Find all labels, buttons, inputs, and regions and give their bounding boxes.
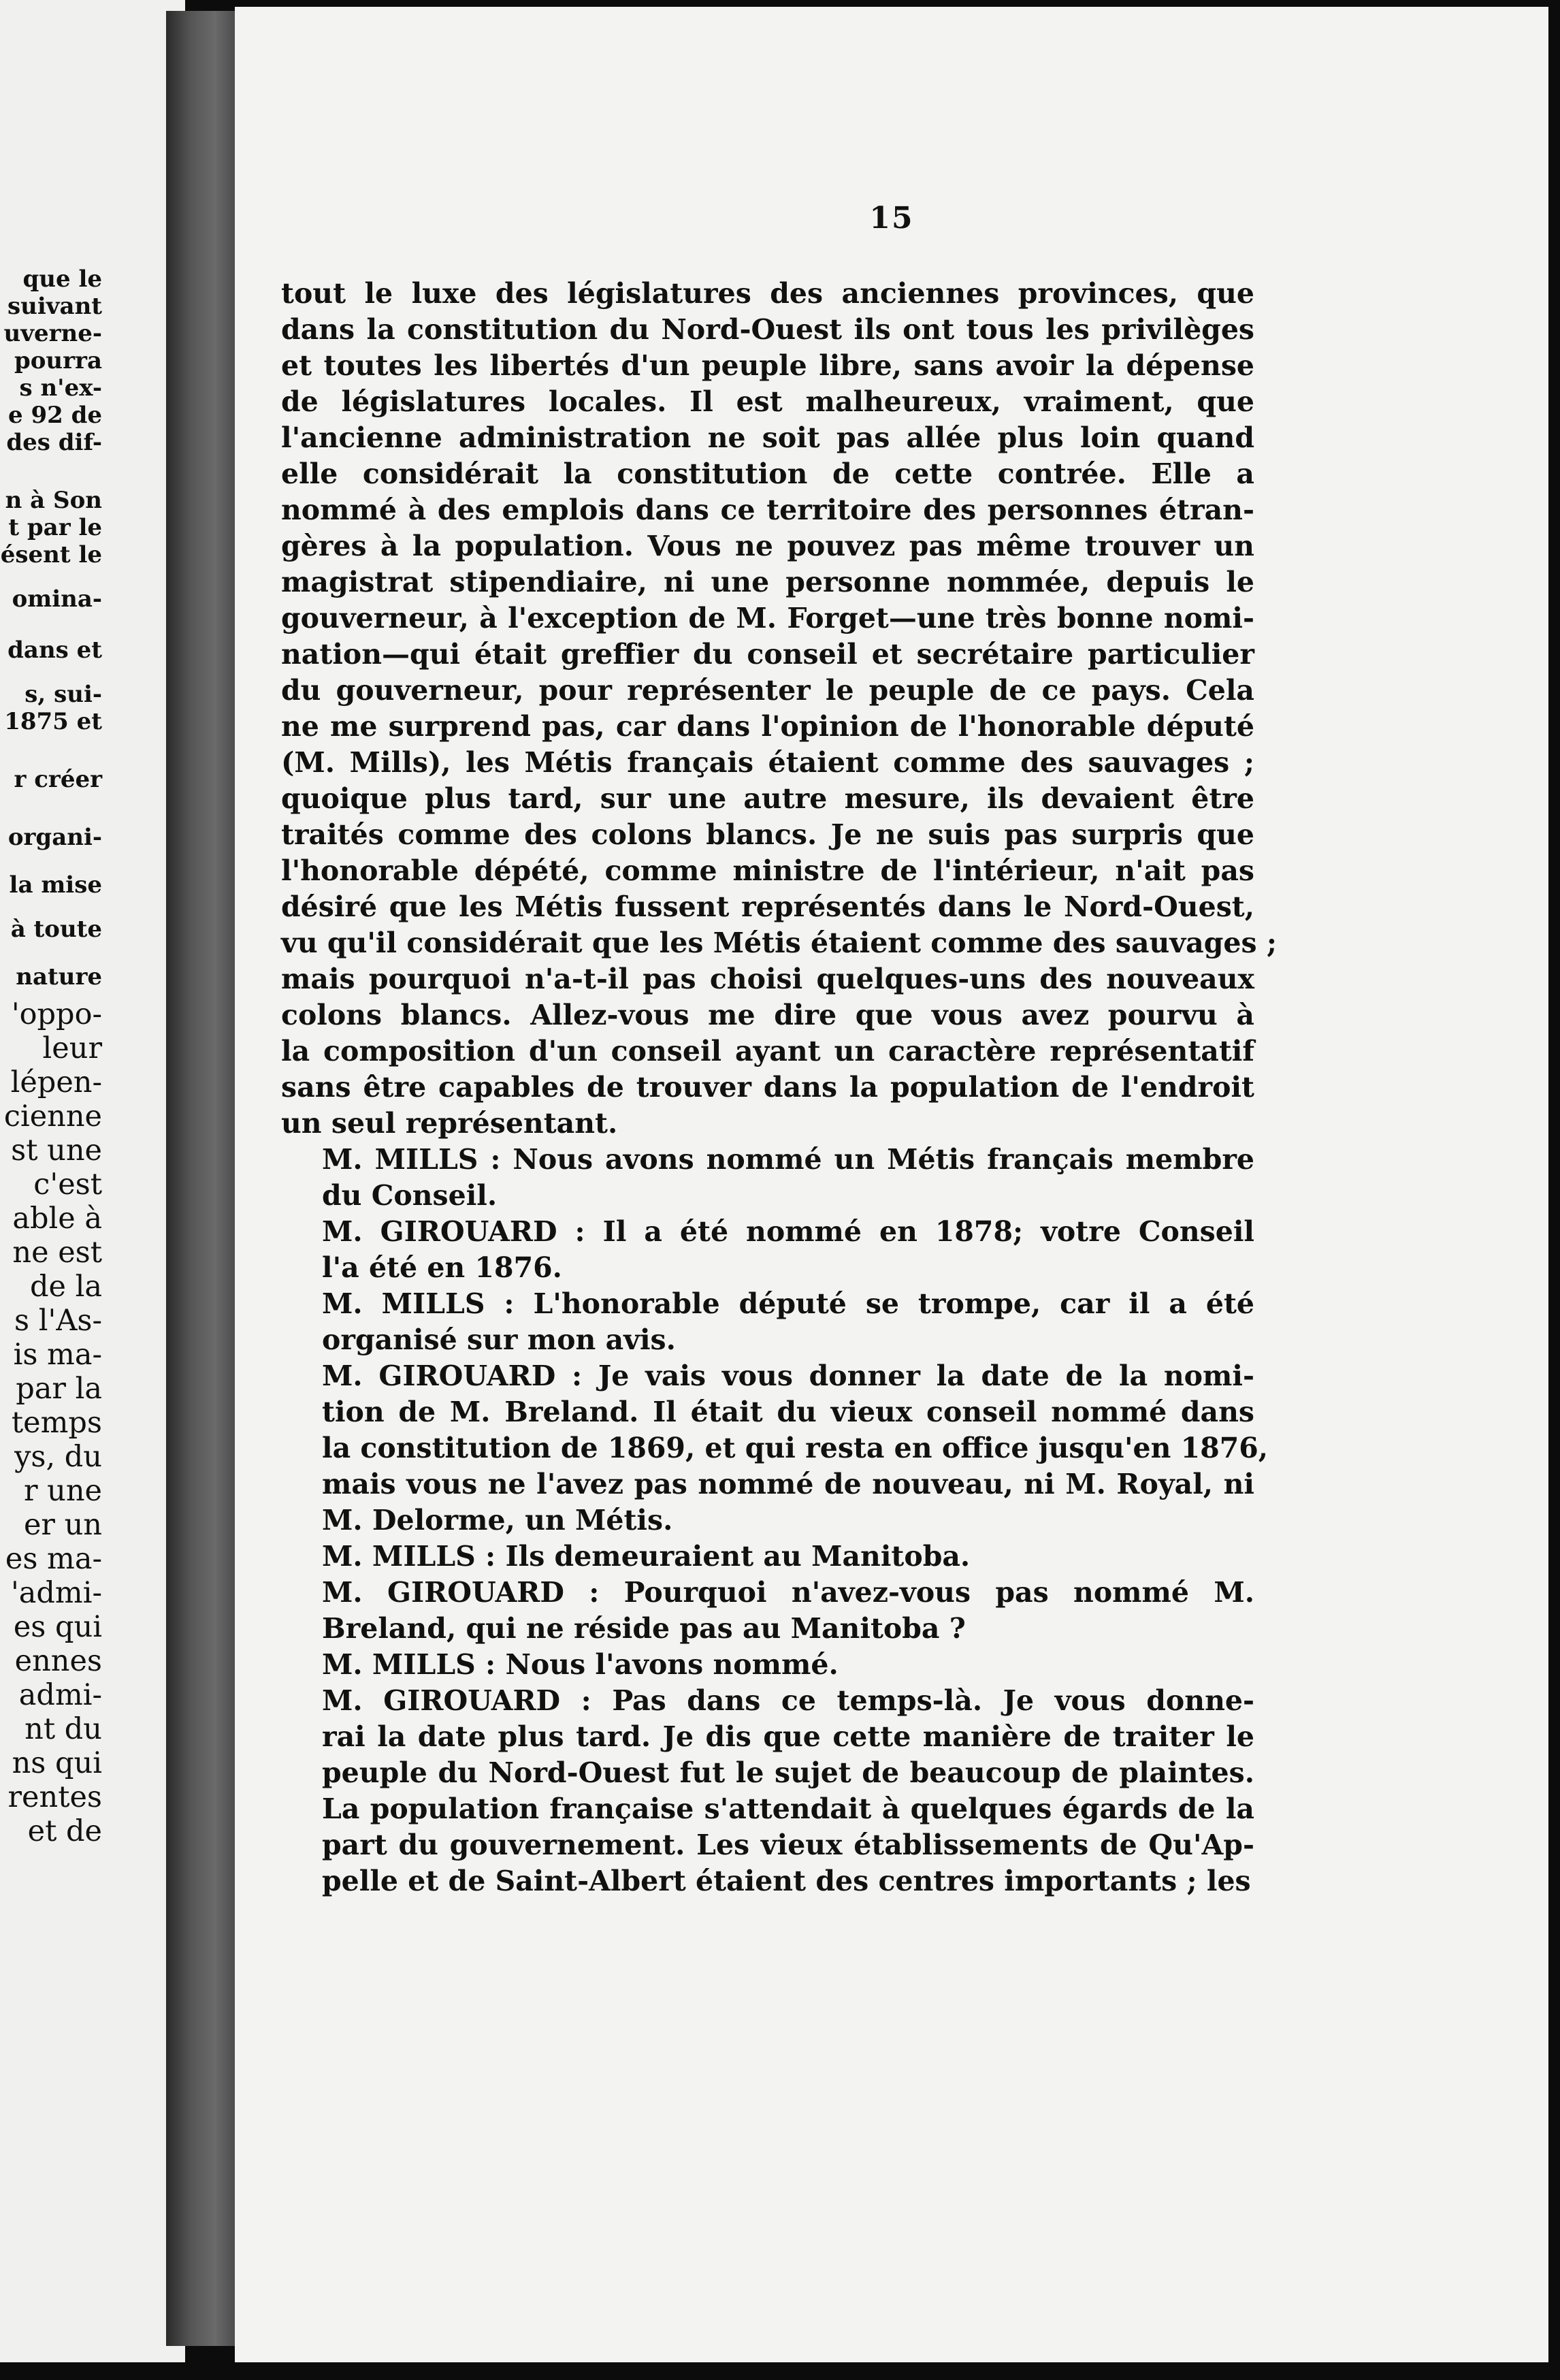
text-line: nation—qui était greffier du conseil et secrétaire particulier <box>281 638 1254 671</box>
text-line: M. MILLS : L'honorable député se trompe, car il a été <box>322 1287 1254 1320</box>
paragraph <box>281 1286 1254 1358</box>
text-line: mais pourquoi n'a-t-il pas choisi quelques-uns des nouveaux <box>281 963 1254 995</box>
paragraph <box>281 1575 1254 1647</box>
text-line: désiré que les Métis fussent représentés dans le Nord-Ouest, <box>281 890 1254 923</box>
left-page-fragment: organi- <box>7 824 102 851</box>
text-line: dans la constitution du Nord-Ouest ils ont tous les privilèges <box>281 313 1254 346</box>
left-page-fragment: des dif- <box>6 429 102 456</box>
text-line: du gouverneur, pour représenter le peuple de ce pays. Cela <box>281 674 1254 707</box>
left-page-fragment: er un <box>23 1508 102 1542</box>
left-page-fragment: que le <box>22 266 102 293</box>
text-line: M. MILLS : Nous avons nommé un Métis français membre <box>322 1143 1254 1176</box>
body-text <box>281 276 1277 1899</box>
left-page-fragment: s, sui- <box>25 681 102 708</box>
left-page-fragment: lépen- <box>10 1065 102 1099</box>
left-page-fragment: 'oppo- <box>11 997 102 1031</box>
left-page-fragment: dans et <box>7 637 102 664</box>
paragraph <box>281 1683 1254 1899</box>
left-page-fragment: la mise <box>9 871 102 899</box>
text-line: la composition d'un conseil ayant un caractère représentatif <box>281 1035 1254 1067</box>
left-page-fragment: is ma- <box>13 1338 102 1372</box>
text-line: rai la date plus tard. Je dis que cette manière de traiter le <box>322 1720 1254 1753</box>
text-line: M. GIROUARD : Pas dans ce temps-là. Je vous donne- <box>322 1684 1254 1717</box>
left-page-fragment: n à Son <box>5 487 102 514</box>
left-page-fragment: suivant <box>7 293 102 320</box>
left-page-fragment: r une <box>23 1474 102 1508</box>
left-page-fragment: able à <box>12 1202 102 1236</box>
left-page-fragment: admi- <box>18 1678 102 1712</box>
left-page-fragment: temps <box>11 1406 102 1440</box>
text-line: du Conseil. <box>322 1179 498 1212</box>
text-line: magistrat stipendiaire, ni une personne nommée, depuis le <box>281 566 1254 598</box>
left-page-fragment: es qui <box>13 1610 102 1644</box>
text-line: M. Delorme, un Métis. <box>322 1504 673 1537</box>
text-line: l'honorable dépété, comme ministre de l'intérieur, n'ait pas <box>281 854 1254 887</box>
left-page-fragment: t par le <box>8 514 102 541</box>
left-page-fragment: leur <box>42 1031 102 1065</box>
left-page-fragment: ésent le <box>0 541 102 568</box>
text-line: Breland, qui ne réside pas au Manitoba ? <box>322 1612 966 1645</box>
text-line: nommé à des emplois dans ce territoire des personnes étran- <box>281 494 1254 526</box>
text-line: La population française s'attendait à quelques égards de la <box>322 1792 1254 1825</box>
text-line: sans être capables de trouver dans la population de l'endroit <box>281 1071 1254 1104</box>
text-line: tout le luxe des législatures des anciennes provinces, que <box>281 277 1254 310</box>
text-line: l'a été en 1876. <box>322 1251 562 1284</box>
text-line: gères à la population. Vous ne pouvez pas même trouver un <box>281 530 1254 562</box>
text-line: l'ancienne administration ne soit pas allée plus loin quand <box>281 421 1254 454</box>
left-page-fragment: es ma- <box>5 1542 102 1576</box>
left-page-fragment: ennes <box>14 1644 102 1678</box>
left-page-fragment: st une <box>11 1133 102 1168</box>
text-line: M. GIROUARD : Je vais vous donner la date de la nomi- <box>322 1360 1254 1392</box>
text-line: colons blancs. Allez-vous me dire que vous avez pourvu à <box>281 999 1254 1031</box>
left-page-fragment: de la <box>29 1270 102 1304</box>
text-line: un seul représentant. <box>281 1107 618 1140</box>
text-line: peuple du Nord-Ouest fut le sujet de beaucoup de plaintes. <box>322 1756 1254 1789</box>
text-line: M. GIROUARD : Il a été nommé en 1878; votre Conseil <box>322 1215 1254 1248</box>
left-page-fragment: pourra <box>14 347 102 374</box>
text-line: quoique plus tard, sur une autre mesure, ils devaient être <box>281 782 1254 815</box>
text-line: M. MILLS : Ils demeuraient au Manitoba. <box>322 1540 971 1573</box>
left-page-fragment: s l'As- <box>14 1304 102 1338</box>
text-line: ne me surprend pas, car dans l'opinion de l'honorable député <box>281 710 1254 743</box>
text-line: M. MILLS : Nous l'avons nommé. <box>322 1648 839 1681</box>
text-line: pelle et de Saint-Albert étaient des centres importants ; les <box>322 1865 1251 1897</box>
text-line: elle considérait la constitution de cette contrée. Elle a <box>281 457 1254 490</box>
paragraph <box>281 1539 1254 1575</box>
left-page-fragment: rentes <box>7 1780 102 1814</box>
book-page <box>235 7 1548 2362</box>
left-page-fragment: 1875 et <box>4 708 102 735</box>
left-page-fragment: e 92 de <box>7 402 102 429</box>
text-line: tion de M. Breland. Il était du vieux conseil nommé dans <box>322 1396 1254 1428</box>
paragraph <box>281 1647 1254 1683</box>
left-page-fragment: ns qui <box>12 1746 102 1780</box>
paragraph <box>281 276 1277 1142</box>
left-page-fragment: ys, du <box>14 1440 102 1474</box>
left-page-fragment: par la <box>16 1372 102 1406</box>
left-page-fragment: nature <box>16 963 102 991</box>
text-line: la constitution de 1869, et qui resta en office jusqu'en 1876, <box>322 1432 1269 1464</box>
paragraph <box>281 1214 1254 1286</box>
text-line: mais vous ne l'avez pas nommé de nouveau, ni M. Royal, ni <box>322 1468 1254 1500</box>
text-line: et toutes les libertés d'un peuple libre, sans avoir la dépense <box>281 349 1254 382</box>
text-line: part du gouvernement. Les vieux établissements de Qu'Ap- <box>322 1829 1254 1861</box>
paragraph <box>281 1142 1254 1214</box>
text-line: gouverneur, à l'exception de M. Forget—une très bonne nomi- <box>281 602 1254 634</box>
text-line: traités comme des colons blancs. Je ne suis pas surpris que <box>281 818 1254 851</box>
left-page-fragment: omina- <box>12 585 102 613</box>
left-page-fragment: à toute <box>10 916 102 943</box>
text-line: vu qu'il considérait que les Métis étaient comme des sauvages ; <box>281 927 1277 959</box>
left-page-fragment: s n'ex- <box>19 374 102 402</box>
left-page-fragment: ne est <box>12 1236 102 1270</box>
left-page-fragment: c'est <box>33 1168 102 1202</box>
left-page-fragment: r créer <box>14 766 102 793</box>
page-number: 15 <box>869 201 914 236</box>
paragraph <box>281 1358 1269 1539</box>
left-page-fragment: cienne <box>3 1099 102 1133</box>
text-line: organisé sur mon avis. <box>322 1323 676 1356</box>
left-page-fragment: 'admi- <box>10 1576 102 1610</box>
left-page-margin <box>0 0 185 2362</box>
text-line: M. GIROUARD : Pourquoi n'avez-vous pas nommé M. <box>322 1576 1254 1609</box>
left-page-fragment: nt du <box>25 1712 102 1746</box>
left-page-fragment: uverne- <box>3 320 102 347</box>
left-page-fragment: et de <box>27 1814 102 1848</box>
text-line: (M. Mills), les Métis français étaient comme des sauvages ; <box>281 746 1254 779</box>
text-line: de législatures locales. Il est malheureux, vraiment, que <box>281 385 1254 418</box>
